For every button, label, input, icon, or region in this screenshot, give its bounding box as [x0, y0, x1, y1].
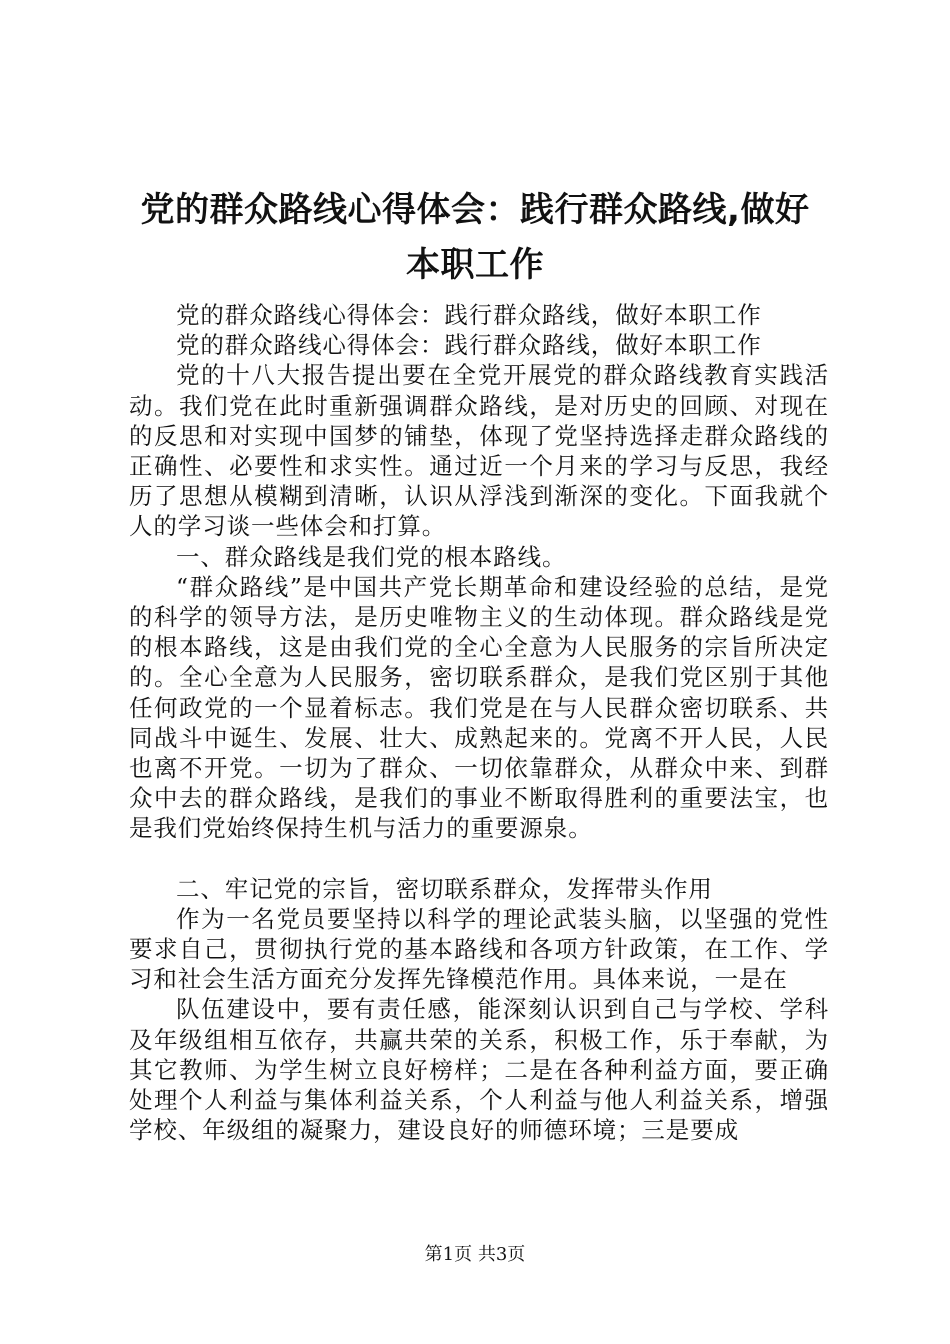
body-paragraph-section-1: “群众路线”是中国共产党长期革命和建设经验的总结，是党的科学的领导方法，是历史唯物主义的生动体现。群众路线是党的根本路线，这是由我们党的全心全意为人民服务的宗旨所决定的。全心全意为人民服务，密切联系群众，是我们党区别于其他任何政党的一个显着标志。我们党是在与人民群众密切联系、共同战斗中诞生、发展、壮大、成熟起来的。党离不开人民，人民也离不开党。一切为了群众、一切依靠群众，从群众中来、到群众中去的群众路线，是我们的事业不断取得胜利的重要法宝，也是我们党始终保持生机与活力的重要源泉。 — [129, 572, 829, 843]
subtitle-paragraph: 党的群众路线心得体会：践行群众路线，做好本职工作 — [176, 301, 762, 329]
document-title-line-2: 本职工作 — [406, 245, 544, 285]
body-paragraph-section-2b: 队伍建设中，要有责任感，能深刻认识到自己与学校、学科及年级组相互依存，共赢共荣的关系，积极工作，乐于奉献，为其它教师、为学生树立良好榜样；二是在各种利益方面，要正确处理个人利益与集体利益关系，个人利益与他人利益关系，增强学校、年级组的凝聚力，建设良好的师德环境；三是要成 — [129, 995, 829, 1145]
body-paragraph-intro: 党的十八大报告提出要在全党开展党的群众路线教育实践活动。我们党在此时重新强调群众路线，是对历史的回顾、对现在的反思和对实现中国梦的铺垫，体现了党坚持选择走群众路线的正确性、必要性和求实性。通过近一个月来的学习与反思，我经历了思想从模糊到清晰，认识从浮浅到渐深的变化。下面我就个人的学习谈一些体会和打算。 — [129, 361, 829, 541]
subtitle-paragraph-repeat: 党的群众路线心得体会：践行群众路线，做好本职工作 — [176, 331, 762, 360]
page-number-footer: 第1页 共3页 — [424, 1244, 526, 1265]
document-title-line-1: 党的群众路线心得体会：践行群众路线,做好 — [140, 190, 810, 230]
section-heading-2: 二、牢记党的宗旨，密切联系群众，发挥带头作用 — [176, 874, 713, 903]
body-paragraph-section-2a: 作为一名党员要坚持以科学的理论武装头脑，以坚强的党性要求自己，贯彻执行党的基本路线和各项方针政策，在工作、学习和社会生活方面充分发挥先锋模范作用。具体来说，一是在 — [129, 904, 829, 994]
section-heading-1: 一、群众路线是我们党的根本路线。 — [176, 542, 567, 571]
document-body — [129, 300, 829, 1145]
